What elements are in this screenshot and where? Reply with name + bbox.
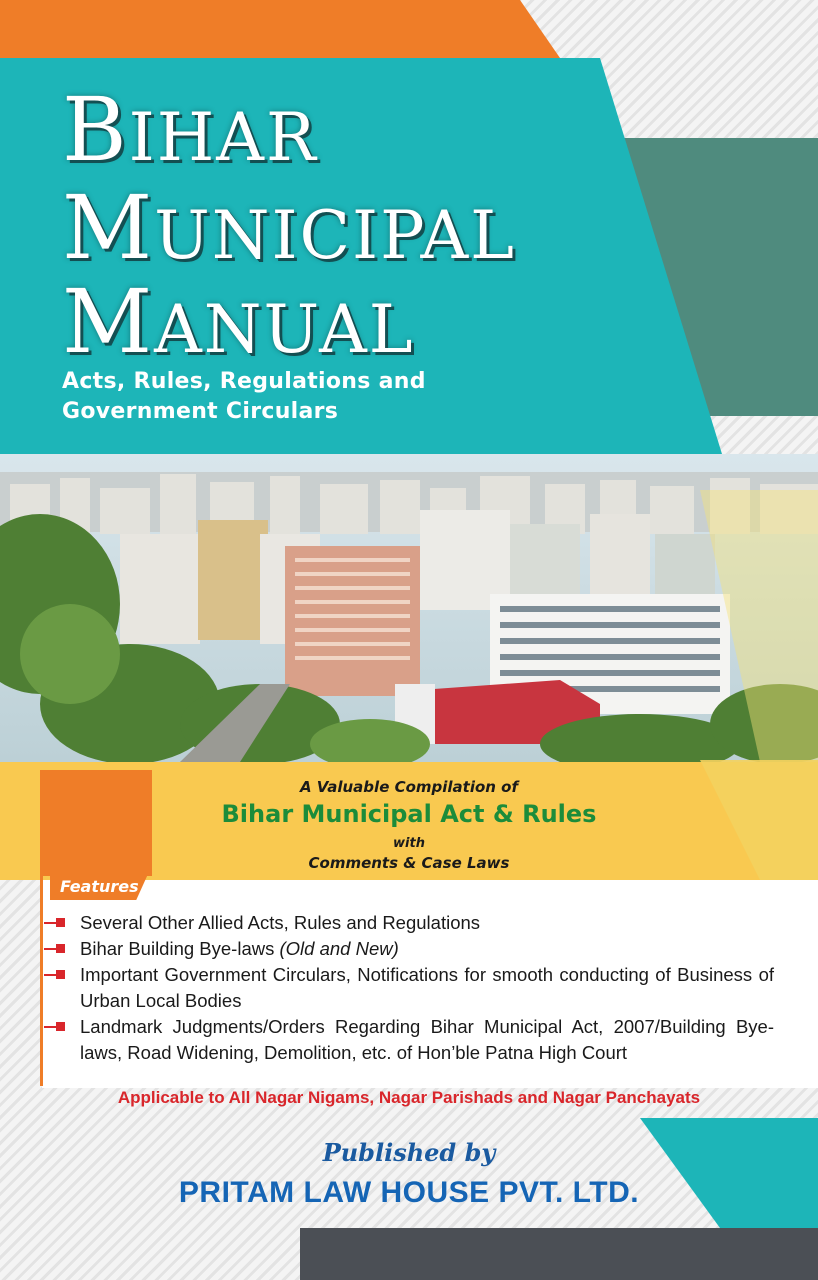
publisher-name: PRITAM LAW HOUSE PVT. LTD. — [178, 1176, 640, 1209]
applicability-note: Applicable to All Nagar Nigams, Nagar Parishads and Nagar Panchayats — [117, 1088, 701, 1107]
subtitle — [62, 367, 426, 427]
compilation-with: with — [393, 836, 425, 851]
bullet-square-icon — [56, 1022, 65, 1031]
subtitle-line-2: Government Circulars — [62, 399, 339, 424]
city-skyline-illustration — [0, 454, 818, 762]
list-item: Bihar Building Bye-laws (Old and New) — [44, 936, 774, 962]
bullet-dash — [44, 922, 56, 924]
list-item: Landmark Judgments/Orders Regarding Bihar Municipal Act, 2007/Building Bye-laws, Road Widening, Demolition, etc. of Hon’ble Patna High Court — [44, 1014, 774, 1066]
bullet-dash — [44, 1026, 56, 1028]
compilation-title: Bihar Municipal Act & Rules — [221, 800, 597, 828]
bullet-square-icon — [56, 918, 65, 927]
title-line-bihar: BIHAR — [62, 78, 318, 181]
title-line-municipal: MUNICIPAL — [62, 176, 516, 279]
features-label: Features — [60, 877, 139, 896]
published-by-label: Published by — [322, 1138, 496, 1167]
title-line-manual: MANUAL — [62, 270, 415, 373]
city-skyline-photo — [0, 454, 818, 762]
subtitle-line-1: Acts, Rules, Regulations and — [62, 369, 426, 394]
compilation-comments: Comments & Case Laws — [308, 854, 510, 872]
features-list — [44, 910, 774, 1066]
bullet-square-icon — [56, 944, 65, 953]
bullet-dash — [44, 974, 56, 976]
list-item: Important Government Circulars, Notifications for smooth conducting of Business of Urban Local Bodies — [44, 962, 774, 1014]
list-item: Several Other Allied Acts, Rules and Regulations — [44, 910, 774, 936]
bullet-dash — [44, 948, 56, 950]
bullet-square-icon — [56, 970, 65, 979]
features-vertical-rule — [40, 770, 43, 1086]
compilation-intro: A Valuable Compilation of — [299, 778, 519, 796]
